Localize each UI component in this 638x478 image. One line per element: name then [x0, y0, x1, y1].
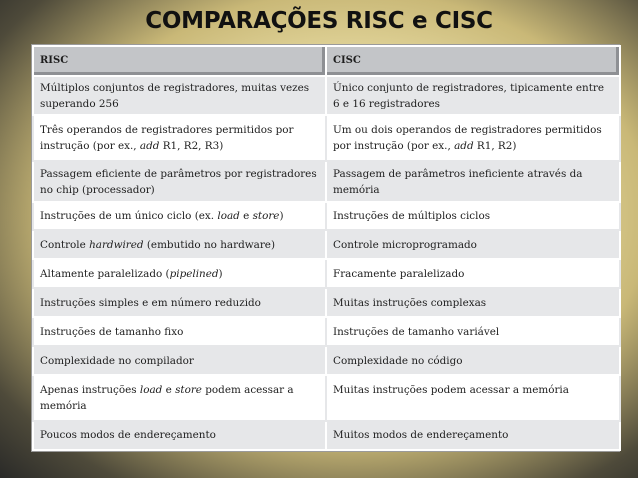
header-risc: RISC [33, 46, 326, 76]
table-row [33, 161, 620, 202]
comparison-table [31, 44, 620, 452]
table-row [33, 421, 620, 450]
table-row [33, 115, 620, 161]
cell-risc: Apenas instruções load e store podem acessar a memória [33, 375, 326, 421]
cell-cisc: Passagem de parâmetros ineficiente através da memória [326, 161, 620, 202]
table-row [33, 317, 620, 346]
cell-cisc: Controle microprogramado [326, 230, 620, 259]
table-row [33, 76, 620, 115]
cell-risc: Complexidade no compilador [33, 346, 326, 375]
cell-risc: Instruções de tamanho fixo [33, 317, 326, 346]
cell-risc: Passagem eficiente de parâmetros por registradores no chip (processador) [33, 161, 326, 202]
cell-cisc: Muitos modos de endereçamento [326, 421, 620, 450]
cell-cisc: Complexidade no código [326, 346, 620, 375]
table-row [33, 346, 620, 375]
table-row [33, 375, 620, 421]
slide-title: COMPARAÇÕES RISC e CISC [145, 8, 493, 34]
cell-cisc: Muitas instruções complexas [326, 288, 620, 317]
cell-cisc: Instruções de múltiplos ciclos [326, 202, 620, 230]
cell-cisc: Muitas instruções podem acessar a memória [326, 375, 620, 421]
cell-risc: Três operandos de registradores permitidos por instrução (por ex., add R1, R2, R3) [33, 115, 326, 161]
table-row [33, 230, 620, 259]
table-row [33, 259, 620, 288]
cell-risc: Múltiplos conjuntos de registradores, muitas vezes superando 256 [33, 76, 326, 115]
cell-cisc: Um ou dois operandos de registradores permitidos por instrução (por ex., add R1, R2) [326, 115, 620, 161]
cell-risc: Poucos modos de endereçamento [33, 421, 326, 450]
cell-risc: Controle hardwired (embutido no hardware) [33, 230, 326, 259]
table-header-row [33, 46, 620, 76]
header-cisc: CISC [326, 46, 620, 76]
table-row [33, 202, 620, 230]
cell-risc: Instruções de um único ciclo (ex. load e store) [33, 202, 326, 230]
table-row [33, 288, 620, 317]
cell-cisc: Instruções de tamanho variável [326, 317, 620, 346]
cell-cisc: Fracamente paralelizado [326, 259, 620, 288]
cell-risc: Altamente paralelizado (pipelined) [33, 259, 326, 288]
cell-cisc: Único conjunto de registradores, tipicamente entre 6 e 16 registradores [326, 76, 620, 115]
cell-risc: Instruções simples e em número reduzido [33, 288, 326, 317]
